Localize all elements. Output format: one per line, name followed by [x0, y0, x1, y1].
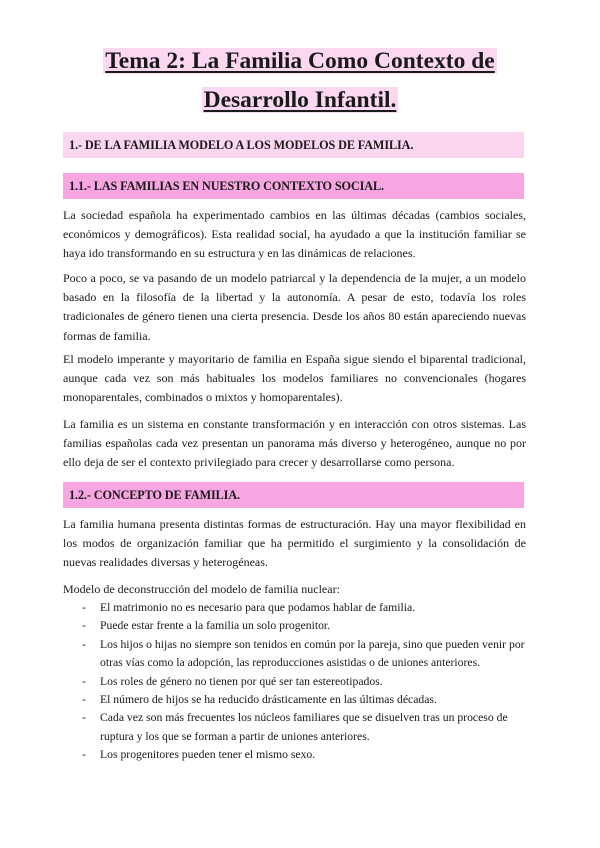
page-title	[40, 42, 560, 120]
section-heading-1-1: 1.1.- LAS FAMILIAS EN NUESTRO CONTEXTO SOCIAL.	[63, 173, 524, 199]
list-item: - Puede estar frente a la familia un solo progenitor.	[63, 617, 526, 635]
list-item: - Los progenitores pueden tener el mismo sexo.	[63, 746, 526, 764]
section-heading-1: 1.- DE LA FAMILIA MODELO A LOS MODELOS DE FAMILIA.	[63, 132, 524, 158]
paragraph-5: La familia humana presenta distintas formas de estructuración. Hay una mayor flexibilidad en los modos de organización familiar que ha permitido el surgimiento y la consolidación de nuevas realidades diversas y heterogéneas.	[63, 517, 526, 570]
list-item: - El número de hijos se ha reducido drásticamente en las últimas décadas.	[63, 691, 526, 709]
list-item: - Cada vez son más frecuentes los núcleos familiares que se disuelven tras un proceso de ruptura y los que se forman a partir de uniones anteriores.	[63, 709, 526, 746]
list-item: - Los roles de género no tienen por qué ser tan estereotipados.	[63, 673, 526, 691]
list-item: - Los hijos o hijas no siempre son tenidos en común por la pareja, sino que pueden venir por otras vías como la adopción, las reproducciones asistidas o de uniones anteriores.	[63, 636, 526, 673]
list-item: - El matrimonio no es necesario para que podamos hablar de familia.	[63, 599, 526, 617]
paragraph-3: El modelo imperante y mayoritario de familia en España sigue siendo el biparental tradicional, aunque cada vez son más habituales los modelos familiares no convencionales (hogares monoparentales, combinados o mixtos y homoparentales).	[63, 352, 526, 405]
title-line-1: Tema 2: La Familia Como Contexto de	[105, 48, 495, 74]
section-heading-1-2: 1.2.- CONCEPTO DE FAMILIA.	[63, 482, 524, 508]
deconstruction-list	[63, 599, 526, 765]
title-line-2: Desarrollo Infantil.	[203, 87, 397, 113]
list-intro: Modelo de deconstrucción del modelo de familia nuclear:	[63, 582, 340, 596]
paragraph-2: Poco a poco, se va pasando de un modelo patriarcal y la dependencia de la mujer, a un modelo basado en la filosofía de la libertad y la autonomía. A pesar de esto, todavía los roles tradicionales de género tienen una cierta presencia. Desde los años 80 están apareciendo nuevas formas de familia.	[63, 271, 526, 343]
paragraph-4: La familia es un sistema en constante transformación y en interacción con otros sistemas. Las familias españolas cada vez presentan un panorama más diverso y heterogéneo, aunque no por ello deja de ser el contexto privilegiado para crecer y desarrollarse como persona.	[63, 417, 526, 470]
paragraph-1: La sociedad española ha experimentado cambios en las últimas décadas (cambios sociales, económicos y demográficos). Esta realidad social, ha ayudado a que la institución familiar se haya ido transformando en su estructura y en las dinámicas de relaciones.	[63, 208, 526, 261]
